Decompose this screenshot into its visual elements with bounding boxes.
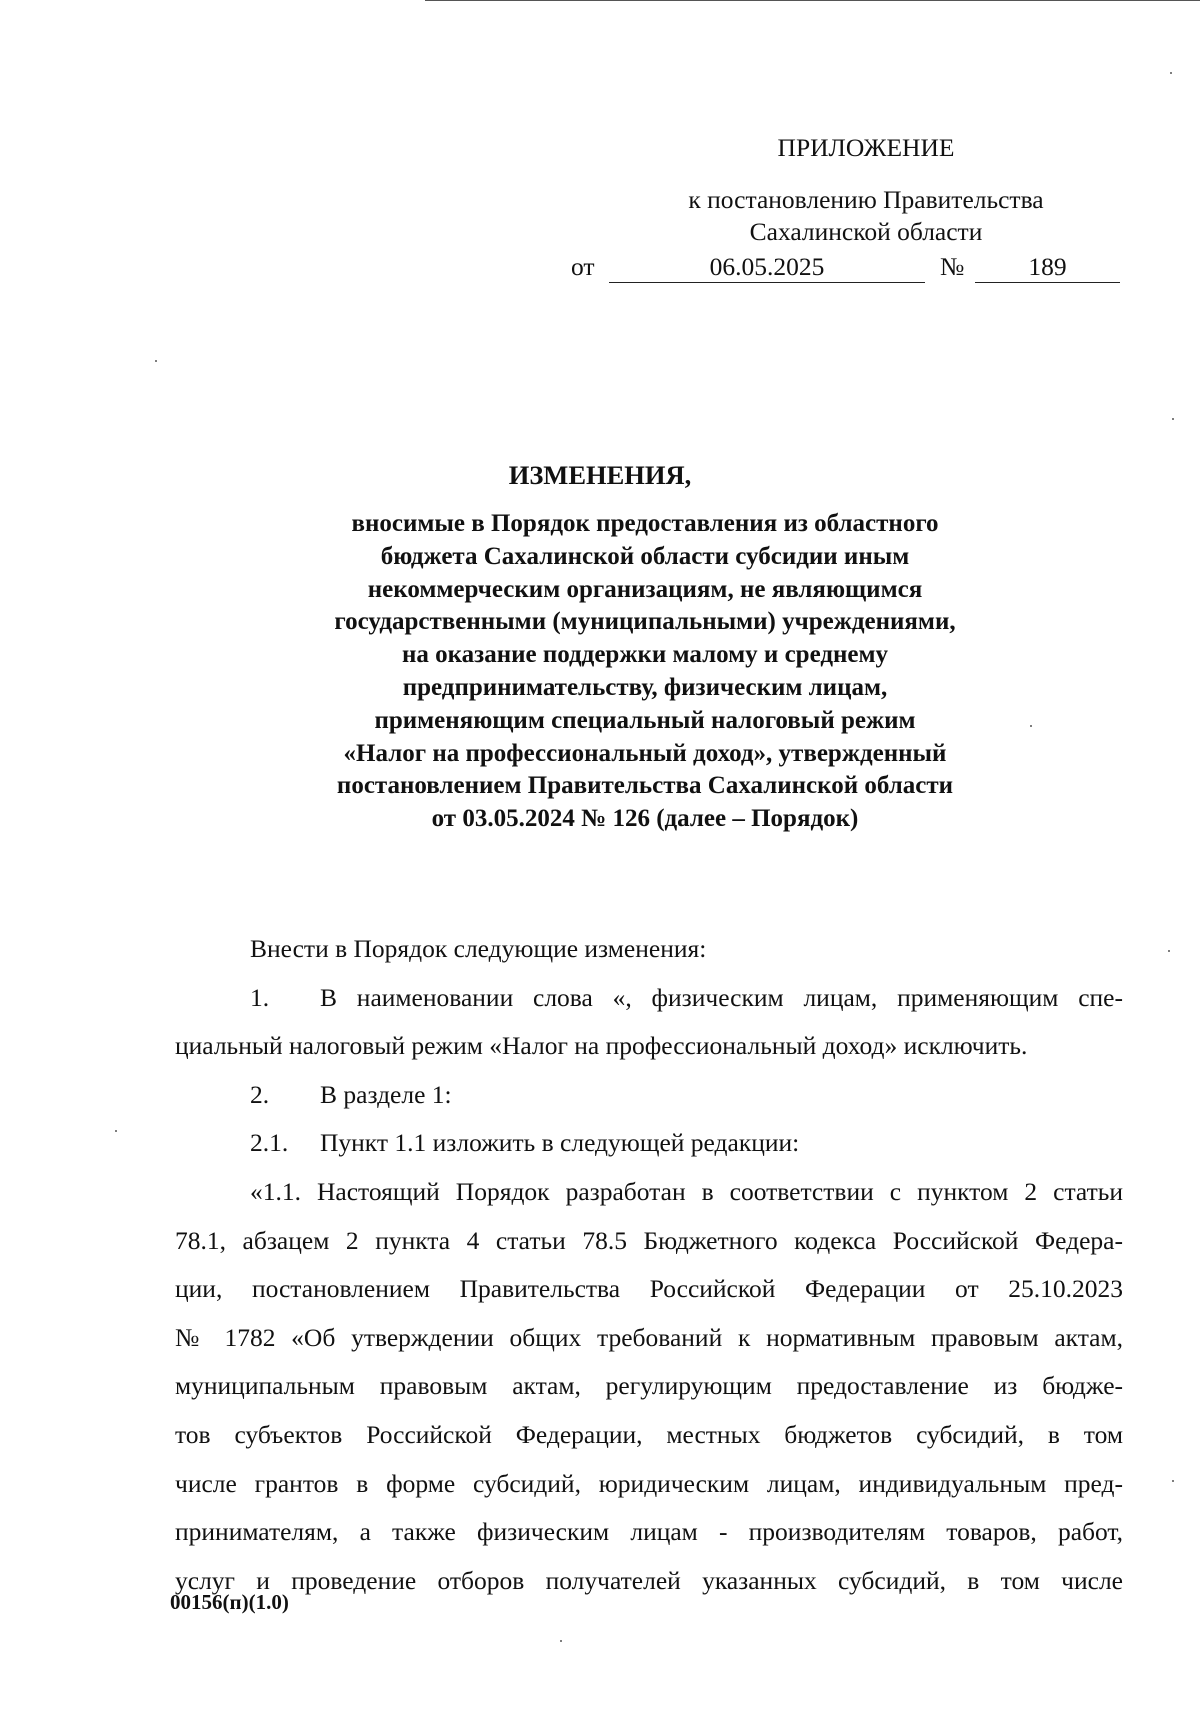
- changes-title: ИЗМЕНЕНИЯ,: [508, 460, 692, 490]
- scan-speck: [560, 1640, 562, 1642]
- subtitle-line: государственными (муниципальными) учреждениями,: [334, 608, 956, 636]
- subtitle-line: применяющим специальный налоговый режим: [374, 706, 916, 734]
- appendix-block: [600, 132, 1132, 248]
- subtitle-line: на оказание поддержки малому и среднему: [401, 641, 889, 669]
- quote-line: «1.1. Настоящий Порядок разработан в соответствии с пунктом 2 статьи: [250, 1176, 1123, 1206]
- scan-speck: [115, 1130, 117, 1132]
- quote-line: тов субъектов Российской Федерации, местных бюджетов субсидий, в том: [175, 1419, 1123, 1449]
- item-2-text: В разделе 1:: [320, 1079, 452, 1109]
- quote-line: услуг и проведение отборов получателей указанных субсидий, в том числе: [175, 1565, 1123, 1595]
- quote-line: № 1782 «Об утверждении общих требований к нормативным правовым актам,: [175, 1322, 1123, 1352]
- quote-line: муниципальным правовым актам, регулирующим предоставление из бюдже-: [175, 1371, 1123, 1401]
- subtitle-line: некоммерческим организациям, не являющимся: [367, 575, 923, 603]
- scan-speck: [1172, 418, 1174, 420]
- subtitle-line: от 03.05.2024 № 126 (далее – Порядок): [431, 805, 859, 833]
- scan-speck: [1030, 725, 1032, 727]
- from-label: от: [571, 252, 595, 281]
- top-scan-rule: [425, 0, 1200, 1]
- appendix-date-row: [565, 250, 1125, 282]
- quote-line: 78.1, абзацем 2 пункта 4 статьи 78.5 Бюджетного кодекса Российской Федера-: [175, 1225, 1123, 1255]
- scan-speck: [1170, 72, 1172, 74]
- item-2-1-number: 2.1.: [250, 1128, 289, 1158]
- number-label: №: [940, 252, 965, 281]
- body-text: [175, 925, 1123, 1605]
- appendix-line-1: к постановлению Правительства: [688, 185, 1044, 214]
- item-1-continuation: циальный налоговый режим «Налог на профессиональный доход» исключить.: [175, 1031, 1028, 1061]
- changes-subtitle: [245, 508, 1045, 836]
- item-1: [175, 974, 1123, 1023]
- quote-line: числе грантов в форме субсидий, юридическим лицам, индивидуальным пред-: [175, 1468, 1123, 1498]
- quote-line: ции, постановлением Правительства Российской Федерации от 25.10.2023: [175, 1274, 1123, 1304]
- scan-speck: [155, 360, 157, 362]
- subtitle-line: предпринимательству, физическим лицам,: [402, 673, 888, 701]
- item-1-text: В наименовании слова «, физическим лицам, применяющим спе-: [320, 982, 1123, 1012]
- quote-line: принимателям, а также физическим лицам - производителям товаров, работ,: [175, 1517, 1123, 1547]
- subtitle-line: «Налог на профессиональный доход», утвержденный: [343, 739, 947, 767]
- scan-speck: [1172, 1480, 1174, 1482]
- appendix-line-2: Сахалинской области: [749, 217, 983, 246]
- subtitle-line: вносимые в Порядок предоставления из областного: [351, 510, 939, 537]
- item-2: [175, 1071, 1123, 1120]
- appendix-title: ПРИЛОЖЕНИЕ: [777, 133, 955, 162]
- subtitle-line: постановлением Правительства Сахалинской области: [336, 772, 954, 800]
- item-2-1: [175, 1119, 1123, 1168]
- subtitle-line: бюджета Сахалинской области субсидии иным: [380, 542, 910, 570]
- resolution-date: 06.05.2025: [609, 252, 925, 283]
- document-code: 00156(п)(1.0): [170, 1590, 289, 1614]
- scan-speck: [1168, 950, 1170, 952]
- item-2-number: 2.: [250, 1079, 270, 1109]
- item-2-1-text: Пункт 1.1 изложить в следующей редакции:: [320, 1128, 800, 1158]
- resolution-number: 189: [975, 252, 1120, 283]
- intro-paragraph: Внести в Порядок следующие изменения:: [250, 934, 707, 963]
- item-1-number: 1.: [250, 982, 270, 1012]
